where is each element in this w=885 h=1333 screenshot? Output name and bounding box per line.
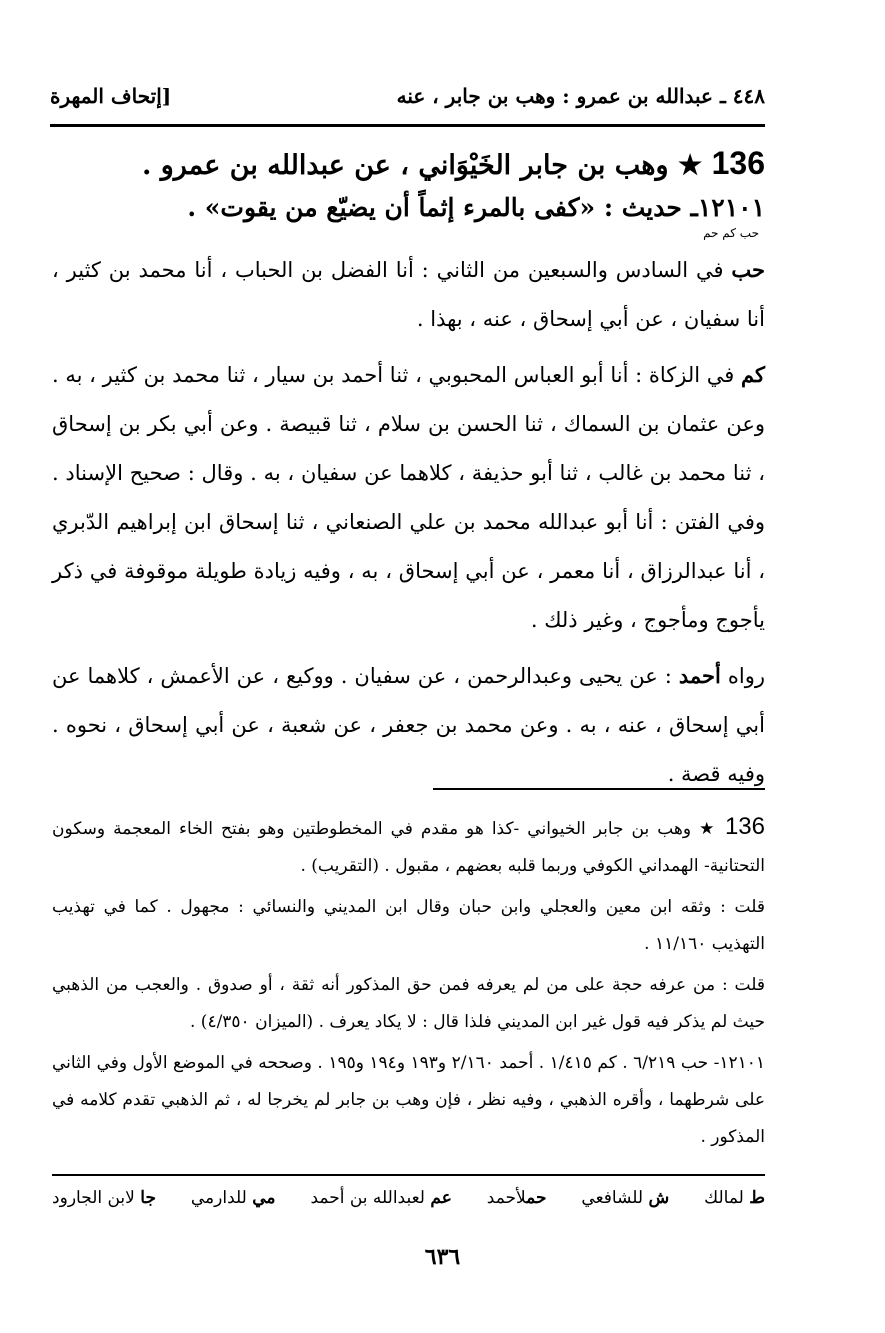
hadith-source-codes: حب كم حم (703, 226, 759, 240)
legend-name: للشافعي (581, 1188, 644, 1208)
legend-item (52, 1188, 156, 1208)
footnote-text: وهب بن جابر الخيواني -كذا هو مقدم في المخطوطتين وهو بفتح الخاء المعجمة وسكون التحتانية- الهمداني الكوفي وربما قلبه بعضهم ، مقبول . (التقريب) . (52, 819, 765, 876)
footnote-rule (433, 788, 765, 790)
main-text (52, 140, 765, 805)
legend-item (581, 1188, 669, 1208)
entry-heading (52, 140, 765, 189)
paragraph-hibban (52, 245, 765, 344)
footnote (52, 808, 765, 885)
hadith-heading (52, 189, 765, 227)
footnote (52, 967, 765, 1041)
legend-code: عم (430, 1188, 452, 1208)
source-code: حب (731, 257, 765, 282)
footnote-text: ١٢١٠١- حب ٦/٢١٩ . كم ١/٤١٥ . أحمد ٢/١٦٠ و١٩٣ و١٩٤ و١٩٥ . وصححه في الموضع الأول وفي الثاني على شرطهما ، وأقره الذهبي ، وفيه نظر ، فإن وهب بن جابر لم يخرجا له ، ثم الذهبي تقدم كلامه في المذكور . (52, 1053, 765, 1147)
entry-text: وهب بن جابر الخَيْوَاني ، عن عبدالله بن عمرو . (141, 150, 669, 181)
source-name: أحمد (678, 663, 721, 688)
legend-rule (52, 1174, 765, 1176)
header-rule (50, 124, 765, 127)
page-number: ٦٣٦ (424, 1244, 461, 1270)
hadith-text: «كفى بالمرء إثماً أن يضيّع من يقوت» . (187, 193, 596, 222)
footnote (52, 1045, 765, 1156)
paragraph-text: في الزكاة : أنا أبو العباس المحبوبي ، ثنا أحمد بن سيار ، ثنا محمد بن كثير ، به . وعن عثمان بن السماك ، ثنا الحسن بن سلام ، ثنا قبيصة . وعن أبي بكر بن إسحاق ، ثنا محمد بن غالب ، ثنا أبو حذيفة ، كلاهما عن سفيان ، به . وقال : صحيح الإسناد . وفي الفتن : أنا أبو عبدالله محمد بن علي الصنعاني ، ثنا إسحاق ابن إبراهيم الدّبري ، أنا عبدالرزاق ، أنا معمر ، عن أبي إسحاق ، به ، وفيه زيادة طويلة موقوفة في ذكر يأجوج ومأجوج ، وغير ذلك . (52, 363, 765, 632)
footnotes (52, 808, 765, 1160)
footnote-text: قلت : وثقه ابن معين والعجلي وابن حبان وقال ابن المديني والنسائي : مجهول . كما في تهذيب التهذيب ١١/١٦٠ . (52, 897, 765, 954)
footnote-number: 136 (724, 813, 765, 840)
legend-code: جا (140, 1188, 156, 1208)
star-icon: ★ (677, 150, 703, 181)
entry-number: 136 (711, 145, 765, 181)
legend-name: لعبدالله بن أحمد (310, 1188, 425, 1208)
legend-code: مي (252, 1188, 276, 1208)
legend-code: ش (648, 1188, 670, 1208)
paragraph-prefix: رواه (727, 664, 765, 688)
hadith-label: ـ حديث : (603, 193, 698, 222)
legend-name: لمالك (704, 1188, 744, 1208)
footnote-text: قلت : من عرفه حجة على من لم يعرفه فمن حق المذكور أنه ثقة ، أو صدوق . والعجب من الذهبي حيث لم يذكر فيه قول غير ابن المديني فلذا قال : لا يكاد يعرف . (الميزان ٤/٣٥٠) . (52, 975, 765, 1032)
source-code: كم (741, 362, 765, 387)
legend-code: حم (526, 1188, 547, 1208)
paragraph-hakim (52, 350, 765, 645)
legend-item (704, 1188, 765, 1208)
paragraph-ahmad (52, 651, 765, 799)
running-header (50, 84, 765, 120)
star-icon: ★ (699, 819, 717, 839)
running-title: ٤٤٨ ـ عبدالله بن عمرو : وهب بن جابر ، عنه (396, 84, 765, 108)
hadith-number: ١٢١٠١ (697, 193, 765, 222)
paragraph-text: : عن يحيى وعبدالرحمن ، عن سفيان . ووكيع ، عن الأعمش ، كلاهما عن أبي إسحاق ، عنه ، به . وعن محمد بن جعفر ، عن شعبة ، عن أبي إسحاق ، نحوه . وفيه قصة . (52, 664, 765, 786)
legend-name: للدارمي (190, 1188, 247, 1208)
legend-item (310, 1188, 451, 1208)
legend-item (487, 1188, 547, 1208)
abbreviation-legend (52, 1188, 765, 1208)
legend-name: لأحمد (486, 1188, 527, 1208)
legend-name: لابن الجارود (52, 1188, 135, 1208)
paragraph-text: في السادس والسبعين من الثاني : أنا الفضل بن الحباب ، أنا محمد بن كثير ، أنا سفيان ، عن أبي إسحاق ، عنه ، بهذا . (52, 258, 765, 331)
book-title: [إتحاف المهرة (50, 84, 172, 108)
legend-code: ط (749, 1188, 765, 1208)
footnote (52, 889, 765, 963)
legend-item (191, 1188, 276, 1208)
